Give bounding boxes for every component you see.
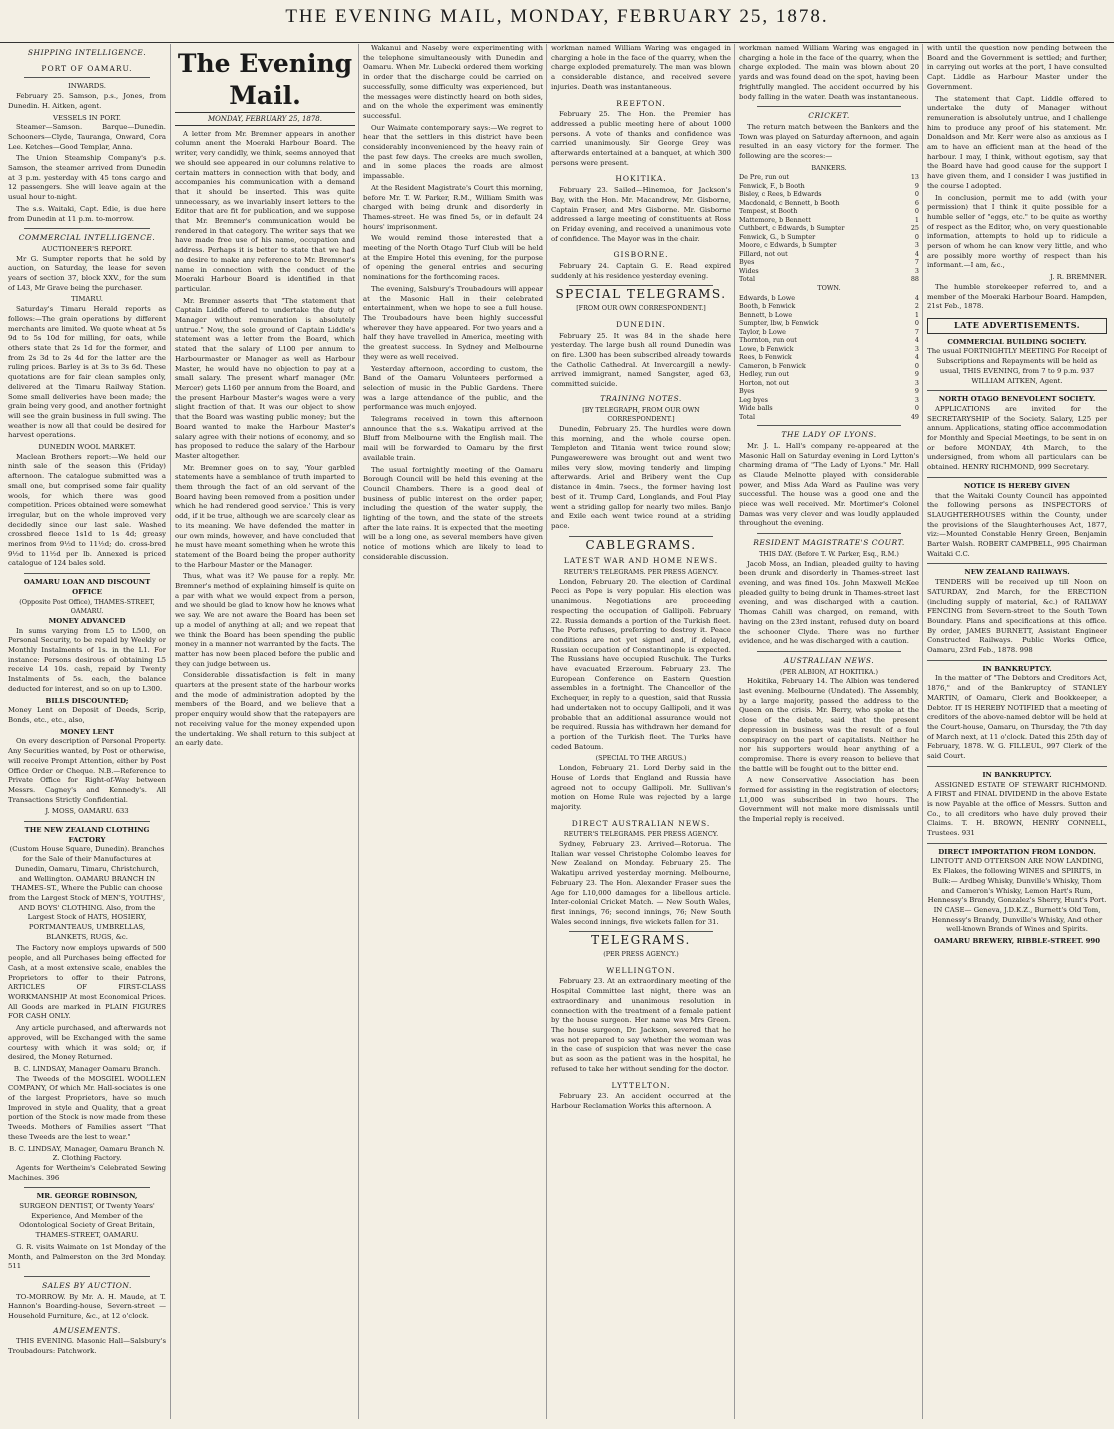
score-row [739, 328, 919, 337]
batsman: Leg byes [739, 395, 768, 404]
text-special-sub: [FROM OUR OWN CORRESPONDENT.] [576, 304, 706, 313]
town-scorecard [739, 294, 919, 422]
batsman: Rees, b Fenwick [739, 353, 792, 362]
letter-paragraph-3: In conclusion, permit me to add (with your permission) that I think it quite possible for a humble seller of "eggs, etc." to be quite as worthy of respect as the Editor, who, on very questionable information, attempts to hold up to ridicule a person of whom he can know very little, and who are possibly more worthy of respect than his informant.—I am, &c., [927, 193, 1107, 270]
heading-money-lent: MONEY LENT [59, 727, 115, 736]
runs: 7 [914, 258, 919, 267]
newspaper-masthead: The Evening Mail. [175, 48, 355, 113]
text-brewery: OAMARU BREWERY, RIBBLE-STREET. 990 [933, 937, 1101, 946]
text-nz-railways: TENDERS will be received up till Noon on SATURDAY, 2nd March, for the ERECTION (including supply of material, &c.) of RAILWAY FENCING from Severn-street to the South Town Boundary. Plans and specifications at this office. By order, JAMES BURNETT, Assistant Engineer Constructed Railways. Public Works Office, Oamaru, 23rd Feb., 1878. 998 [927, 578, 1107, 655]
heading-robinson: MR. GEORGE ROBINSON, [36, 1192, 138, 1201]
divider [757, 533, 901, 534]
score-row [739, 387, 919, 396]
text-waitaki: The s.s. Waitaki, Capt. Edie, is due here from Dunedin at 11 p.m. to-morrow. [8, 204, 166, 223]
text-union: The Union Steamship Company's p.s. Samson, the steamer arrived from Dunedin at 3 p.m. yesterday with 45 tons cargo and 12 passengers. She will leave again at the usual hour to-night. [8, 154, 166, 202]
runs: 1 [914, 215, 919, 224]
text-latest-war: London, February 20. The election of Cardinal Pecci as Pope is very popular. His election was unanimous. Negotiations are proceeding respecting the occupation of Gallipoli. February 22. Russia demands a portion of the Turkish fleet. The Porte refuses, preferring to destroy it. Peace conditions are not yet signed and, if delayed, Russian occupation of Constantinople is expected. The Russians have occupied Ruschuk. The Turks have evacuated Erzeroum. February 23. The European Conference on Eastern Question assembles in a fortnight. The Chancellor of the Exchequer, in reply to a question, said that Russia had undertaken not to occupy Gallipoli, and it was probable that an additional assurance would not be required. Russia has withdrawn her demand for a portion of the Turkish fleet. The Turks have ceded Batoum. [551, 577, 731, 751]
batsman: Lowe, b Fenwick [739, 344, 794, 353]
column-1 [8, 44, 166, 1419]
batsman: Bennett, b Lowe [739, 310, 793, 319]
signature-lindsay-2: B. C. LINDSAY, Manager, Oamaru Branch N. Z. Clothing Factory. [9, 1144, 165, 1163]
heading-australian-news: DIRECT AUSTRALIAN NEWS. [571, 818, 711, 828]
text-australian-news: Sydney, February 23. Arrived—Rotorua. The Italian war vessel Christophe Colombo leaves for New Zealand on Monday. February 25. The Wakatipu arrived yesterday morning. Melbourne, February 23. The Hon. Alexander Fraser sues the Age for L10,000 damages for a libellous article. Inter-colonial Cricket Match. — New South Wales, first innings, 76; second innings, 76; New South Wales second innings, five wickets fallen for 31. [551, 840, 731, 926]
heading-notice: NOTICE IS HEREBY GIVEN [963, 481, 1071, 490]
heading-training: TRAINING NOTES. [600, 393, 682, 403]
runs: 0 [914, 190, 919, 199]
batsman: Byes [739, 258, 755, 267]
divider [24, 77, 150, 78]
news-paragraph-3: At the Resident Magistrate's Court this morning, before Mr. T. W. Parker, R.M., William Smith was charged with being drunk and disorderly in Thames-street. He was fined 5s, or in default 24 hours' imprisonment. [363, 183, 543, 231]
text-quarry: workman named William Waring was engaged in charging a hole in the face of the quarry, when the charge exploded prematurely. The man was blown a considerable distance, and received severe injuries. Death was instantaneous. [551, 44, 731, 91]
batsman: Wide balls [739, 404, 773, 413]
text-amusements: THIS EVENING. Masonic Hall—Salsbury's Troubadours: Patchwork. [8, 1337, 166, 1356]
text-cricket: The return match between the Bankers and the Town was played on Saturday afternoon, and again resulted in an easy victory for the former. The following are the scores:— [739, 122, 919, 161]
text-hokitika: February 23. Sailed—Hinemoa, for Jackson's Bay, with the Hon. Mr. Macandrew, Mr. Gisborne, Captain Fraser, and Mrs Gisborne. Mr. Gisborne addressed a large meeting of constituents at Ross on Friday evening, and received a unanimous vote of confidence. The Mayor was in the chair. [551, 186, 731, 243]
runs: 4 [914, 336, 919, 345]
runs: 9 [914, 370, 919, 379]
signature-lindsay: B. C. LINDSAY, Manager Oamaru Branch. [13, 1064, 161, 1073]
text-wool-market: Maclean Brothers report:—We held our ninth sale of the season this (Friday) afternoon. The catalogue submitted was a small one, but comprised some fair quality wools, for which there was good competition. Prices obtained were somewhat irregular, but on the whole improved very decidedly since our last sale. Washed crossbred fleece 1s1d to 1s 4d; greasy merinos from 9½d to 11½d; do. cross-bred 9½d to 11½d per lb. Annexed is priced catalogue of 124 bales sold. [8, 452, 166, 568]
heading-timaru: TIMARU. [71, 295, 103, 304]
text-training-sub: [BY TELEGRAPH, FROM OUR OWN CORRESPONDENT.] [582, 405, 700, 424]
heading-wellington: WELLINGTON. [606, 965, 676, 975]
text-notice: that the Waitaki County Council has appointed the following persons as INSPECTORS of SLAUGHTERHOUSES within the County, under the provisions of the Slaughterhouses Act, 1877, viz:—Mounted Constable Henry Green, Benjamin Barter Walsh. ROBERT CAMPBELL, 995 Chairman Waitaki C.C. [927, 491, 1107, 558]
letter-paragraph-2: The statement that Capt. Liddle offered to undertake the duty of Manager without remuneration is absolutely untrue, and I challenge him to produce any proof of his statement. Mr. Donaldson and Mr. Kerr were also as anxious as I am to have an efficient man at the head of the harbour. I may, I think, without egotism, say that the Board have had good cause for the support I have given them, and I consider I was justified in the course I adopted. [927, 94, 1107, 190]
text-clothing-factory: (Custom House Square, Dunedin). Branches for the Sale of their Manufactures at Dunedin, Oamaru, Timaru, Christchurch, and Wellington. OAMARU BRANCH IN THAMES-ST., Where the Public can choose from the Largest Stock of MEN'S, YOUTHS', AND BOYS' CLOTHING. Also, from the Largest Stock of HATS, HOSIERY, PORTMANTEAUS, UMBRELLAS, BLANKETS, RUGS, &c. [8, 845, 166, 941]
text-direct-importation: LINTOTT AND OTTERSON ARE NOW LANDING, Ex Flakes, the following WINES and SPIRITS, in Bulk:— Ardbeg Whisky, Dunville's Whisky, Thom and Cameron's Whisky, Lemon Hart's Rum, Hennessy's Brandy, Gonzalez's Sherry, Hunt's Port. IN CASE— Geneva, J.D.K.Z., Burnett's Old Tom, Hennessy's Brandy, Dunville's Whisky, And other well-known Brands of Wines and Spirits. [927, 857, 1107, 934]
text-wellington: February 23. At an extraordinary meeting of the Hospital Committee last night, there was an extraordinary and unanimous resolution in connection with the treatment of a female patient by the house surgeon. Her name was Mrs Green. The house surgeon, Dr. Jackson, severed that he was not prepared to say whether the woman was in the case of suspicion that was never the case but as soon as the patient was in the hospital, he refused to take her without sending for the doctor. [551, 977, 731, 1073]
news-paragraph-7: Telegrams received in town this afternoon announce that the s.s. Wakatipu arrived at the Bluff from Melbourne with the English mail. The mail will be forwarded to Oamaru by the first available train. [363, 415, 543, 462]
divider [569, 931, 713, 932]
runs: 13 [910, 173, 919, 182]
heading-clothing-factory: THE NEW ZEALAND CLOTHING FACTORY [24, 826, 150, 844]
column-3 [358, 44, 543, 1419]
batsman: Fillard, not out [739, 249, 788, 258]
runs: 88 [910, 275, 919, 284]
score-row [739, 336, 919, 345]
score-row [739, 173, 919, 182]
runs: 0 [914, 207, 919, 216]
batsman: Taylor, b Lowe [739, 327, 786, 336]
heading-australian-news-2: AUSTRALIAN NEWS. [783, 655, 875, 665]
text-auctioneer: Mr G. Sumpter reports that he sold by auction, on Saturday, the lease for seven years of section 37, block XXV., for the sum of L43, Mr Grave being the purchaser. [8, 254, 166, 292]
heading-cricket: CRICKET. [808, 111, 850, 121]
text-tweeds: The Tweeds of the MOSGIEL WOOLLEN COMPANY, Of which Mr. Hall-sociates is one of the largest Proprietors, have so much Improved in style and Quality, that a great portion of the Stock is now made from these Tweeds. Mothers of Families assert "That these Tweeds are the lest to wear." [8, 1074, 166, 1141]
editorial-paragraph-4: Thus, what was it? We pause for a reply. Mr. Bremner's method of explaining himself is quite on a par with what we would expect from a person, and we should be glad to know how he knows what we say. We are not aware the Board has been set up a model of anything at all; and we repeat that we think the Board has been spending the public money in a manner not warranted by the facts. The matter has now been placed before the public and they can judge between us. [175, 572, 355, 668]
divider [757, 106, 901, 107]
news-paragraph-4: We would remind those interested that a meeting of the North Otago Turf Club will be held at the Empire Hotel this evening, for the purpose of opening the general entries and securing nominations for the forthcoming races. [363, 234, 543, 282]
heading-dunedin: DUNEDIN. [616, 319, 666, 329]
letter-paragraph-1: with until the question now pending between the Board and the Government is settled; and further, in carrying out works at the port, I have consulted Capt. Liddle as Harbour Master under the Government. [927, 44, 1107, 91]
heading-argus: (SPECIAL TO THE ARGUS.) [595, 754, 687, 763]
divider [24, 821, 150, 822]
heading-direct-importation: DIRECT IMPORTATION FROM LONDON. [938, 847, 1096, 856]
news-paragraph-2: Our Waimate contemporary says:—We regret to hear that the settlers in this district have been considerably inconvenienced by the heavy rain of the past few days. The creeks are much swollen, and in some places the roads are almost impassable. [363, 123, 543, 181]
batsman: Edwards, b Lowe [739, 293, 795, 302]
heading-wool-market: DUNEDIN WOOL MARKET. [38, 443, 136, 452]
score-row [739, 216, 919, 225]
heading-latest-war: LATEST WAR AND HOME NEWS. [563, 556, 719, 566]
divider [569, 285, 713, 286]
score-row [739, 207, 919, 216]
heading-building-society: COMMERCIAL BUILDING SOCIETY. [947, 337, 1087, 346]
divider [927, 660, 1107, 661]
score-row [739, 404, 919, 413]
text-australian-sub: REUTER'S TELEGRAMS. PER PRESS AGENCY. [563, 830, 719, 839]
runs: 3 [914, 395, 919, 404]
heading-rm-court: RESIDENT MAGISTRATE'S COURT. [753, 538, 905, 548]
text-lyttelton: February 23. An accident occurred at the Harbour Reclamation Works this afternoon. A [551, 1092, 731, 1110]
batsman: Byes [739, 387, 755, 396]
editorial-paragraph-5: Considerable dissatisfaction is felt in many quarters at the present state of the harbour works and the mode of administration adopted by the members of the Board, and we believe that a proper enquiry would show that the ratepayers are not receiving value for the money expended upon the undertaking. We shall return to this subject at an early date. [175, 671, 355, 748]
divider [24, 228, 150, 229]
text-loan-address: (Opposite Post Office), THAMES-STREET, OAMARU. [19, 597, 155, 616]
runs: 3 [914, 378, 919, 387]
heading-nz-railways: NEW ZEALAND RAILWAYS. [964, 568, 1070, 577]
letter-paragraph-4: The humble storekeeper referred to, and a member of the Moeraki Harbour Board. Hampden, 21st Feb., 1878. [927, 282, 1107, 311]
text-vessels: Steamer—Samson. Barque—Dunedin. Schooners—Clyde, Tauranga, Onward, Cora Lee. Ketches—Good Templar, Anna. [8, 123, 166, 151]
text-training: Dunedin, February 25. The hurdles were down this morning, and the whole course open. Templeton and Titania went twice round slow; Pungawerewere was brought out and went two miles very slow, moving tenderly and limping afterwards. Ariel and Bribery went the Cup distance in 4min. 7secs., the former having lost best of it. Trump Card, Longlands, and Foul Play went a striding gallop for nearly two miles. Banjo and Exile each went twice round at a striding pace. [551, 424, 731, 530]
batsman: Total [739, 412, 756, 421]
heading-telegrams: TELEGRAMS. [591, 933, 691, 948]
score-row [739, 370, 919, 379]
text-factory: The Factory now employs upwards of 500 people, and all Purchases being effected for Cash, at a most extensive scale, enables the Proprietors to offer to their Patrons, ARTICLES OF FIRST-CLASS WORKMANSHIP At most Economical Prices. All Goods are marked in PLAIN FIGURES FOR CASH ONLY. [8, 944, 166, 1021]
divider [569, 536, 713, 537]
runs: 9 [914, 387, 919, 396]
runs: 0 [914, 319, 919, 328]
text-exchange: Any article purchased, and afterwards not approved, will be Exchanged with the same courtesy with which it was sold; or, if desired, the Money Returned. [8, 1024, 166, 1062]
text-australian-news-2-sub: (PER ALBION, AT HOKITIKA.) [780, 667, 878, 676]
text-agents: Agents for Wertheim's Celebrated Sewing Machines. 396 [8, 1163, 166, 1182]
column-4 [546, 44, 731, 1419]
heading-bankruptcy-2: IN BANKRUPTCY. [982, 770, 1052, 779]
runs: 4 [914, 353, 919, 362]
text-robinson-2: G. R. visits Waimate on 1st Monday of the Month, and Palmerston on the 3rd Monday. 511 [8, 1242, 166, 1271]
newspaper-columns [8, 44, 1106, 1419]
batsman: Sumpter, lbw, b Fenwick [739, 319, 819, 328]
heading-late-advertisements: LATE ADVERTISEMENTS. [927, 318, 1107, 334]
batsman: Mattemore, b Bennett [739, 215, 811, 224]
divider [927, 766, 1107, 767]
text-bills: Money Lent on Deposit of Deeds, Scrip, Bonds, etc., etc., also, [8, 706, 166, 724]
text-conservative: A new Conservative Association has been formed for assisting in the registration of electors; L1,000 was subscribed in two hours. The Government will not make more dismissals until the Imperial reply is received. [739, 776, 919, 824]
runs: 2 [914, 302, 919, 311]
text-telegrams-sub: (PER PRESS AGENCY.) [603, 950, 679, 959]
text-sales-auction: TO-MORROW. By Mr. A. H. Maude, at T. Hannon's Boarding-house, Severn-street — Household Furniture, &c., at 12 o'clock. [8, 1292, 166, 1321]
heading-lady-of-lyons: THE LADY OF LYONS. [781, 430, 877, 440]
runs: 4 [914, 293, 919, 302]
text-building-society: The usual FORTNIGHTLY MEETING For Receipt of Subscriptions and Repayments will be held as usual, THIS EVENING, from 7 to 9 p.m. 937 WILLIAM AITKEN, Agent. [927, 347, 1107, 385]
bankers-scorecard [739, 173, 919, 284]
divider [927, 563, 1107, 564]
runs: 6 [914, 198, 919, 207]
divider [24, 573, 150, 574]
batsman: Total [739, 275, 756, 284]
editorial-paragraph-2: Mr. Bremner asserts that "The statement that Captain Liddle offered to undertake the duty of Manager without remuneration is absolutely untrue." Now, the sole ground of Captain Liddle's statement was a letter from the Board, which stated that the salary of L100 per annum to Harbourmaster or Manager as well as Harbour Master, he would have no objection to pay at a small salary. The present wharf manager (Mr. Mercer) gets L160 per annum from the Board, and the present Harbour Master's wages were a very slight fraction of that. It was our object to show that the Board was wasting public money; but the Board wanted to make the Harbour Master's salary agree with their notions of economy, and so has proposed to reduce the salary of the Harbour Master altogether. [175, 296, 355, 460]
heading-bankruptcy: IN BANKRUPTCY. [982, 664, 1052, 673]
score-row [739, 362, 919, 371]
score-row [739, 224, 919, 233]
heading-port: PORT OF OAMARU. [41, 63, 133, 73]
runs: 3 [914, 344, 919, 353]
heading-commercial: COMMERCIAL INTELLIGENCE. [18, 233, 156, 243]
text-money-lent: On every description of Personal Property. Any Securities wanted, by Post or otherwise, will receive Prompt Attention, either by Post Office Order or Cheque. N.B.—Reference to Private Office for Right-of-Way between Messrs. Cagney's and Kennedy's. All Transactions Strictly Confidential. [8, 737, 166, 804]
score-row [739, 396, 919, 405]
text-timaru: Saturday's Timaru Herald reports as follows:—The grain operations by different merchants are limited. We quote wheat at 5s 9d to 5s 10d for milling, for oats, while others state that 2s 1d for the former, and from 2s 3d to 2s 4d for the latter are the ruling prices. Barley is at 3s to 3s 6d. These quotations are for fair clean samples only, delivered at the Timaru Railway Station. Some small deliveries have been made; the grain being very good, and another fortnight will see the grain business in full swing. The weather is now all that could be desired for harvest operations. [8, 305, 166, 440]
score-row [739, 241, 919, 250]
editorial-paragraph-1: A letter from Mr. Bremner appears in another column anent the Moeraki Harbour Board. The writer, very candidly, we think, seems annoyed that we should see appeared in our columns relative to certain matters in connection with that body, and accompanies his communication with a demand that it should be inserted. This was quite unnecessary, as we invariably insert letters to the Editor that are fit for publication, and we suppose that Mr. Bremner's communication would be rendered in that category. The writer says that we have made free use of his name, occupation and address. Perhaps it is better to state that we had no desire to make any reference to Mr. Bremner's name in connection with the conduct of the Moeraki Harbour Board is identified in that particular. [175, 129, 355, 293]
score-row [739, 319, 919, 328]
signature-moss: J. MOSS, OAMARU. 633 [45, 807, 129, 816]
text-money-advanced: In sums varying from L5 to L500, on Personal Security, to be repaid by Weekly or Monthly Instalments of 1s. in the L1. For instance: Persons desirous of obtaining L5 receive L4 10s. cash, repaid by Twenty Instalments of 5s. each, the balance deducted for interest, and so on up to L300. [8, 626, 166, 693]
running-masthead: THE EVENING MAIL, MONDAY, FEBRUARY 25, 1878. [285, 6, 829, 27]
batsman: Wides [739, 266, 759, 275]
text-argus: London, February 21. Lord Derby said in the House of Lords that England and Russia have agreed not to occupy Gallipoli. Mr. Sullivan's motion on Home Rule was rejected by a large majority. [551, 764, 731, 811]
batsman: De Pre, run out [739, 173, 789, 182]
text-dunedin: February 25. It was 84 in the shade here yesterday. The large bush all round Dunedin was on fire. L300 has been subscribed already towards the Catholic Cathedral. At Invercargill a newly-arrived immigrant, named Sangster, aged 63, committed suicide. [551, 331, 731, 389]
text-benevolent: APPLICATIONS are invited for the SECRETARYSHIP of the Society. Salary, L25 per annum. Applications, stating office accommodation for Monthly and Special Meetings, to be sent in on or before MONDAY, 4th March, to the undersigned, from whom all particulars can be obtained. HENRY RICHMOND, 999 Secretary. [927, 404, 1107, 472]
column-5 [734, 44, 919, 1419]
news-paragraph-1: Wakanui and Naseby were experimenting with the telephone simultaneously with Dunedin and Oamaru. When Mr. Lubecki ordered them working in order that the discharge could be carried on successfully, some difficulty was experienced, but the messages were distinctly heard on both sides, and on the whole the experiment was eminently successful. [363, 44, 543, 120]
batsman: Horton, not out [739, 378, 790, 387]
score-row [739, 302, 919, 311]
column-6 [922, 44, 1107, 1419]
score-row [739, 190, 919, 199]
batsman: Tempest, st Booth [739, 207, 798, 216]
batsman: Moore, c Edwards, b Sumpter [739, 241, 837, 250]
score-row [739, 250, 919, 259]
heading-bills: BILLS DISCOUNTED; [45, 696, 129, 705]
score-row [739, 311, 919, 320]
heading-loan-office: OAMARU LOAN AND DISCOUNT OFFICE [23, 578, 151, 596]
text-latest-sub: REUTER'S TELEGRAMS. PER PRESS AGENCY. [563, 568, 719, 577]
divider [927, 477, 1107, 478]
text-rm-court-sub: THIS DAY. (Before T. W. Parker, Esq., R.M.) [759, 549, 899, 558]
batsman: Hedley, run out [739, 370, 789, 379]
runs: 49 [910, 412, 919, 421]
news-paragraph-6: Yesterday afternoon, according to custom, the Band of the Oamaru Volunteers performed a selection of music in the Public Gardens. There was a large attendance of the public, and the performance was much enjoyed. [363, 364, 543, 412]
heading-auctioneer: AUCTIONEER'S REPORT. [41, 244, 133, 253]
batsman: Cameron, b Fenwick [739, 361, 806, 370]
news-paragraph-8: The usual fortnightly meeting of the Oamaru Borough Council will be held this evening at the Council Chambers. There is a good deal of business of public interest on the order paper, including the question of the water supply, the lighting of the town, and the state of the streets after the late rains. It is expected that the meeting will be a long one, as several members have given notice of motions which are likely to lead to considerable discussion. [363, 465, 543, 561]
heading-shipping: SHIPPING INTELLIGENCE. [27, 48, 147, 57]
news-paragraph-5: The evening, Salsbury's Troubadours will appear at the Masonic Hall in their celebrated entertainment, when we hope to see a full house. The Troubadours have been highly successful wherever they have appeared. For two years and a half they have travelled in America, meeting with the greatest success. In Sydney and Melbourne they were as well received. [363, 284, 543, 361]
score-row [739, 182, 919, 191]
batsman: Bisley, c Rees, b Edwards [739, 190, 822, 199]
runs: 1 [914, 310, 919, 319]
score-row [739, 199, 919, 208]
heading-bankers: BANKERS. [811, 163, 847, 172]
text-bankruptcy: In the matter of "The Debtors and Creditors Act, 1876," and of the Bankruptcy of STANLEY MARTIN, of Oamaru, Clerk and Bookkeeper, a Debtor. IT IS HEREBY NOTIFIED that a meeting of creditors of the above-named debtor will be held at the Court-house, Oamaru, on Thursday, the 7th day of March next, at 11 o'clock. Dated this 25th day of February, 1878. W. G. FILLEUL, 997 Clerk of the said Court. [927, 674, 1107, 761]
runs: 9 [914, 181, 919, 190]
runs: 7 [914, 327, 919, 336]
batsman: Thornton, run out [739, 336, 797, 345]
score-row [739, 379, 919, 388]
column-2 [170, 44, 355, 1419]
heading-inwards: INWARDS. [68, 82, 106, 91]
runs: 25 [910, 224, 919, 233]
runs: 0 [914, 232, 919, 241]
text-lady-of-lyons: Mr. J. L. Hall's company re-appeared at the Masonic Hall on Saturday evening in Lord Lytton's charming drama of "The Lady of Lyons." Mr. Hall as Claude Melnotte played with considerable power, and Miss Ada Ward as Pauline was very successful. The house was a good one and the piece was well received. Mr. Mortimer's Colonel Damas was very clever and was loudly applauded throughout the evening. [739, 441, 919, 528]
batsman: Fenwick, F., b Booth [739, 181, 805, 190]
text-reefton: February 25. The Hon. the Premier has addressed a public meeting here of about 1000 persons. A vote of thanks and confidence was carried unanimously. Sir George Grey was afterwards entertained at a banquet, at which 300 persons were present. [551, 110, 731, 167]
score-row [739, 353, 919, 362]
divider [24, 1276, 150, 1277]
runs: 0 [914, 361, 919, 370]
batsman: Fenwick, G., b Sumpter [739, 232, 816, 241]
score-row [739, 267, 919, 276]
heading-benevolent: NORTH OTAGO BENEVOLENT SOCIETY. [938, 395, 1096, 404]
batsman: Booth, b Fenwick [739, 302, 796, 311]
divider [927, 390, 1107, 391]
text-australian-news-2: Hokitika, February 14. The Albion was tendered last evening. Melbourne (Undated). The Assembly, by a large majority, passed the address to the Queen on the crisis. Mr. Berry, who spoke at the close of the debate, said that the present depression in business was the result of a foul conspiracy on the part of capitalists. Neither he nor his supporters would hear anything of a compromise. There is every reason to believe that the battle will be fought out to the bitter end. [739, 677, 919, 773]
score-row [739, 258, 919, 267]
batsman: Macdonald, c Bennett, b Booth [739, 198, 840, 207]
divider [757, 651, 901, 652]
letter-signature: J. R. BREMNER. [1050, 273, 1107, 282]
text-rm-court: Jacob Moss, an Indian, pleaded guilty to having been drunk and disorderly in Thames-street last evening, and was fined 10s. John Maxwell McKee pleaded guilty to being drunk in Thames-street last evening, and was discharged with a caution. Thomas Cahill was charged, on remand, with having on the 23rd instant, refused duty on board the schooner Clyde. There was no further evidence, and he was discharged with a caution. [739, 559, 919, 646]
edition-date: MONDAY, FEBRUARY 25, 1878. [175, 115, 355, 126]
runs: 3 [914, 241, 919, 250]
heading-gisborne: GISBORNE. [613, 250, 669, 260]
heading-vessels: VESSELS IN PORT. [53, 113, 121, 122]
heading-town: TOWN. [817, 283, 841, 292]
score-row [739, 294, 919, 303]
heading-special-telegrams: SPECIAL TELEGRAMS. [555, 287, 727, 302]
text-bankruptcy-2: ASSIGNED ESTATE OF STEWART RICHMOND. A FIRST and FINAL DIVIDEND in the above Estate is now Payable at the office of Messrs. Sutton and Co., to all creditors who have duly proved their Claims. T. H. BROWN, HENRY CONNELL, Trustees. 931 [927, 780, 1107, 838]
heading-reefton: REEFTON. [616, 98, 666, 108]
divider [927, 843, 1107, 844]
heading-cablegrams: CABLEGRAMS. [585, 537, 697, 552]
editorial-paragraph-3: Mr. Bremner goes on to say, 'Your garbled statements have a semblance of truth imparted to them through the fact of an old servant of the Board having been removed from a position under which he had rendered good service.' This is very odd, if it be true, although we are scarcely clear as to its meaning. We have defended the matter in our own minds, however, and have concluded that he must have meant something when he wrote this statement of the Board being the proper authority to the Harbour Master or the Manager. [175, 463, 355, 569]
batsman: Cuthbert, c Edwards, b Sumpter [739, 224, 845, 233]
score-row [739, 345, 919, 354]
text-gisborne: February 24. Captain G. E. Read expired suddenly at his residence yesterday evening. [551, 262, 731, 280]
heading-hokitika: HOKITIKA. [615, 174, 667, 184]
heading-amusements: AMUSEMENTS. [53, 1325, 121, 1335]
score-row [739, 413, 919, 422]
heading-sales-auction: SALES BY AUCTION. [42, 1280, 132, 1290]
runs: 0 [914, 404, 919, 413]
heading-money-advanced: MONEY ADVANCED [48, 616, 126, 625]
runs: 4 [914, 249, 919, 258]
runs: 3 [914, 266, 919, 275]
heading-lyttelton: LYTTELTON. [611, 1080, 671, 1090]
divider [757, 425, 901, 426]
divider [24, 1187, 150, 1188]
score-row [739, 275, 919, 284]
page-header [0, 0, 1114, 43]
text-continued: workman named William Waring was engaged in charging a hole in the face of the quarry, when the charge exploded. The main was blown about 20 yards and was found dead on the spot, having been frightfully mangled. The accident occurred by his body falling in the water. Death was instantaneous. [739, 44, 919, 101]
text-inwards: February 25. Samson, p.s., Jones, from Dunedin. H. Aitken, agent. [8, 92, 166, 110]
text-robinson: SURGEON DENTIST, Of Twenty Years' Experience, And Member of the Odontological Society of Great Britain, THAMES-STREET, OAMARU. [19, 1202, 155, 1240]
score-row [739, 233, 919, 242]
